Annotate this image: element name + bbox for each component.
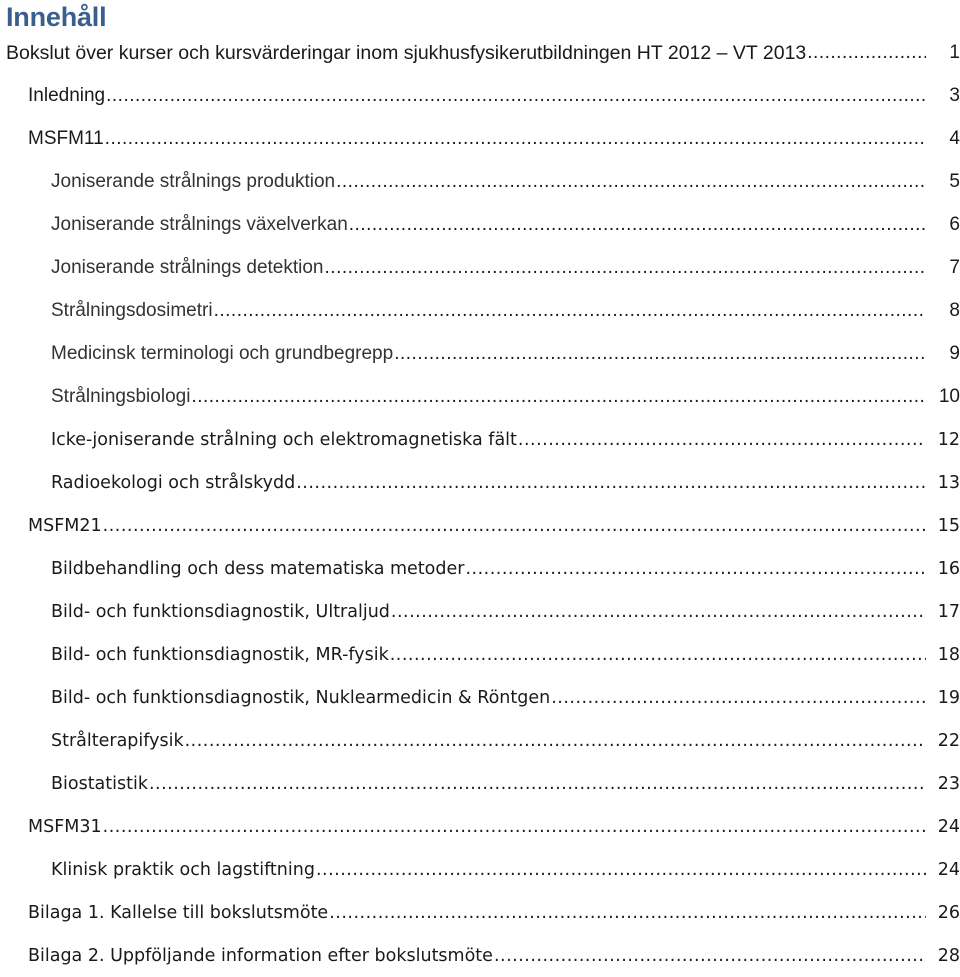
dot-leader (103, 515, 926, 537)
toc-entry-label[interactable]: MSFM11 (28, 127, 104, 149)
dot-leader (465, 558, 926, 580)
toc-entry[interactable] (0, 805, 960, 848)
toc-entry-label[interactable]: Bilaga 1. Kallelse till bokslutsmöte (28, 902, 329, 923)
dot-leader (336, 171, 926, 193)
toc-entry-label[interactable]: Bokslut över kurser och kursvärderingar inom sjukhusfysikerutbildningen HT 2012 – VT 2013 (6, 42, 807, 64)
dot-leader (807, 42, 926, 64)
toc-entry[interactable] (0, 117, 960, 160)
toc-page-number[interactable]: 6 (926, 214, 960, 236)
toc-page-number[interactable]: 17 (926, 601, 960, 623)
toc-page-number[interactable]: 23 (926, 773, 960, 795)
table-of-contents (0, 32, 960, 977)
toc-entry-label[interactable]: Strålterapifysik (51, 730, 184, 751)
toc-entry-label[interactable]: Medicinsk terminologi och grundbegrepp (51, 342, 394, 364)
dot-leader (325, 257, 926, 279)
toc-entry-label[interactable]: Klinisk praktik och lagstiftning (51, 859, 315, 880)
toc-page-number[interactable]: 3 (926, 85, 960, 107)
dot-leader (329, 902, 926, 924)
toc-entry[interactable] (0, 160, 960, 203)
toc-entry-label[interactable]: MSFM21 (28, 515, 102, 536)
dot-leader (185, 730, 926, 752)
toc-entry[interactable] (0, 848, 960, 891)
toc-entry[interactable] (0, 547, 960, 590)
toc-page-number[interactable]: 10 (926, 386, 960, 408)
toc-entry[interactable] (0, 590, 960, 633)
toc-page-number[interactable]: 19 (926, 687, 960, 709)
toc-entry[interactable] (0, 934, 960, 977)
toc-page-number[interactable]: 5 (926, 171, 960, 193)
toc-entry-label[interactable]: Bild- och funktionsdiagnostik, Ultraljud (51, 601, 390, 622)
toc-entry-label[interactable]: Bild- och funktionsdiagnostik, Nuklearmedicin & Röntgen (51, 687, 551, 708)
dot-leader (391, 601, 926, 623)
dot-leader (106, 85, 926, 107)
toc-page-number[interactable]: 15 (926, 515, 960, 537)
dot-leader (103, 816, 926, 838)
toc-page-number[interactable]: 12 (926, 429, 960, 451)
dot-leader (149, 773, 926, 795)
toc-entry[interactable] (0, 375, 960, 418)
toc-entry[interactable] (0, 762, 960, 805)
toc-entry[interactable] (0, 633, 960, 676)
toc-entry[interactable] (0, 32, 960, 74)
toc-page-number[interactable]: 26 (926, 902, 960, 924)
toc-page-number[interactable]: 4 (926, 128, 960, 150)
dot-leader (214, 300, 926, 322)
toc-entry[interactable] (0, 289, 960, 332)
toc-page-number[interactable]: 7 (926, 257, 960, 279)
toc-entry-label[interactable]: MSFM31 (28, 816, 102, 837)
toc-page-number[interactable]: 22 (926, 730, 960, 752)
toc-entry[interactable] (0, 418, 960, 461)
toc-entry[interactable] (0, 891, 960, 934)
toc-entry[interactable] (0, 504, 960, 547)
dot-leader (551, 687, 926, 709)
toc-entry-label[interactable]: Joniserande strålnings växelverkan (51, 213, 348, 235)
toc-page-number[interactable]: 9 (926, 343, 960, 365)
toc-entry[interactable] (0, 332, 960, 375)
toc-page-number[interactable]: 16 (926, 558, 960, 580)
toc-page-number[interactable]: 24 (926, 816, 960, 838)
toc-entry-label[interactable]: Joniserande strålnings produktion (51, 170, 336, 192)
toc-entry[interactable] (0, 461, 960, 504)
dot-leader (494, 945, 926, 967)
toc-page-number[interactable]: 1 (926, 42, 960, 64)
toc-entry-label[interactable]: Strålningsdosimetri (51, 299, 213, 321)
toc-entry-label[interactable]: Bilaga 2. Uppföljande information efter bokslutsmöte (28, 945, 493, 966)
toc-entry[interactable] (0, 676, 960, 719)
dot-leader (105, 128, 926, 150)
toc-entry[interactable] (0, 203, 960, 246)
toc-entry[interactable] (0, 246, 960, 289)
toc-title: Innehåll (6, 2, 107, 32)
toc-entry-label[interactable]: Bildbehandling och dess matematiska metoder (51, 558, 465, 579)
toc-entry-label[interactable]: Inledning (28, 84, 106, 106)
toc-page-number[interactable]: 18 (926, 644, 960, 666)
dot-leader (349, 214, 926, 236)
toc-entry[interactable] (0, 719, 960, 762)
dot-leader (316, 859, 926, 881)
dot-leader (191, 386, 926, 408)
toc-page-number[interactable]: 24 (926, 859, 960, 881)
dot-leader (390, 644, 926, 666)
toc-page-number[interactable]: 8 (926, 300, 960, 322)
toc-entry-label[interactable]: Bild- och funktionsdiagnostik, MR-fysik (51, 644, 389, 665)
toc-entry[interactable] (0, 74, 960, 117)
toc-entry-label[interactable]: Icke-joniserande strålning och elektromagnetiska fält (51, 429, 517, 450)
dot-leader (394, 343, 926, 365)
dot-leader (296, 472, 926, 494)
toc-entry-label[interactable]: Biostatistik (51, 773, 148, 794)
toc-page-number[interactable]: 13 (926, 472, 960, 494)
toc-entry-label[interactable]: Strålningsbiologi (51, 385, 191, 407)
toc-entry-label[interactable]: Radioekologi och strålskydd (51, 472, 296, 493)
dot-leader (518, 429, 926, 451)
toc-entry-label[interactable]: Joniserande strålnings detektion (51, 256, 324, 278)
toc-page-number[interactable]: 28 (926, 945, 960, 967)
